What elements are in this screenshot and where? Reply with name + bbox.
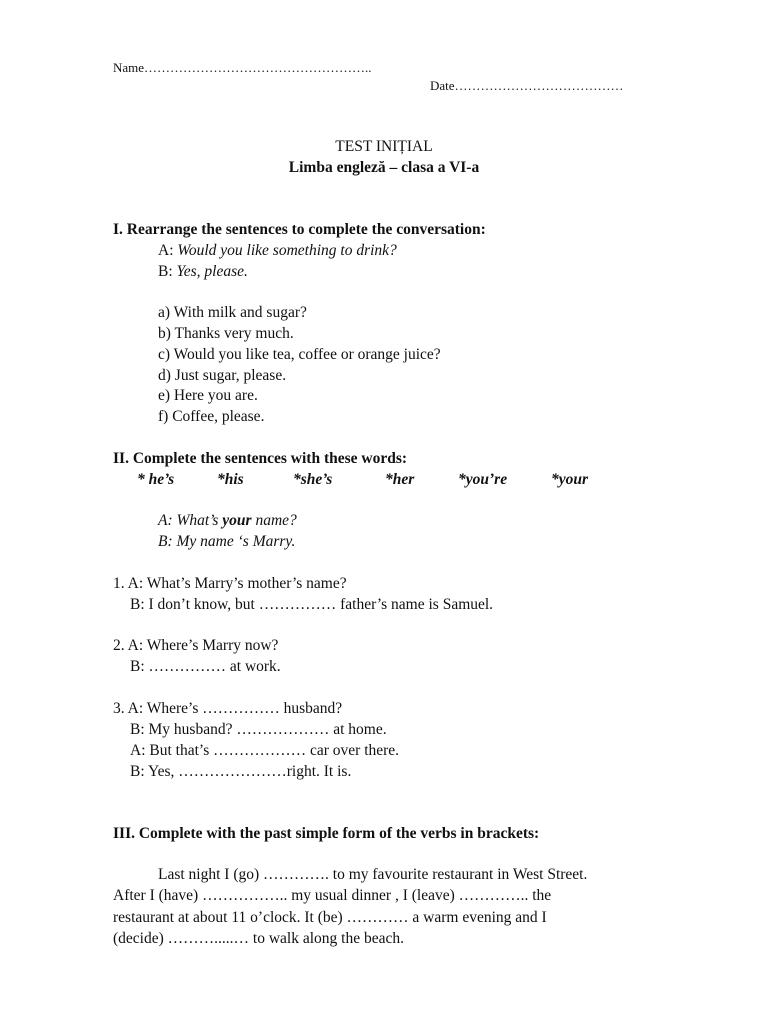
speaker-b-text: Yes, please. <box>176 263 248 280</box>
word-bank-item: *her <box>385 471 415 488</box>
example-question-start: A: What’s <box>158 512 219 529</box>
section3-heading: III. Complete with the past simple form of the verbs in brackets: <box>113 825 540 842</box>
section3-paragraph <box>113 864 658 949</box>
option-f: f) Coffee, please. <box>158 408 265 425</box>
example-answer-word: your <box>222 512 252 529</box>
option-e: e) Here you are. <box>158 387 258 404</box>
word-bank-item: *she’s <box>293 471 333 488</box>
paragraph-line: restaurant at about 11 o’clock. It (be) ………… a warm evening and I <box>113 908 547 926</box>
test-title: TEST INIȚIAL <box>335 138 433 155</box>
date-label: Date <box>430 78 455 93</box>
paragraph-line: (decide) ……….....… to walk along the beach. <box>113 929 404 947</box>
speaker-b-label: B: <box>158 263 173 280</box>
name-field-line <box>113 58 372 78</box>
word-bank-item: *your <box>551 471 589 488</box>
q3-answer-b2: B: Yes, …………………right. It is. <box>130 763 352 780</box>
example-answer: B: My name ‘s Marry. <box>158 533 296 550</box>
section1-heading: I. Rearrange the sentences to complete the conversation: <box>113 221 486 238</box>
q1-answer: B: I don’t know, but …………… father’s name is Samuel. <box>130 596 494 613</box>
speaker-a-label: A: <box>158 242 174 259</box>
date-dots: ………………………………… <box>454 78 624 93</box>
example-question-end: name? <box>255 512 297 529</box>
q2-answer: B: …………… at work. <box>130 658 281 675</box>
test-subtitle: Limba engleză – clasa a VI-a <box>288 159 480 176</box>
q3-question: 3. A: Where’s …………… husband? <box>113 700 343 717</box>
example-question <box>158 511 297 531</box>
name-label: Name <box>113 60 145 75</box>
q3-answer-b: B: My husband? ……………… at home. <box>130 721 387 738</box>
word-bank-item: *you’re <box>458 471 508 488</box>
option-d: d) Just sugar, please. <box>158 367 287 384</box>
q3-answer-a: A: But that’s ……………… car over there. <box>130 742 400 759</box>
paragraph-line: After I (have) …………….. my usual dinner , I (leave) ………….. the <box>113 887 552 905</box>
option-b: b) Thanks very much. <box>158 325 294 342</box>
date-field-line <box>430 76 624 96</box>
option-a: a) With milk and sugar? <box>158 304 307 321</box>
word-bank-item: *his <box>217 471 244 488</box>
paragraph-line: Last night I (go) …………. to my favourite restaurant in West Street. <box>158 866 588 883</box>
word-bank-item: * he’s <box>137 471 175 488</box>
speaker-a-text: Would you like something to drink? <box>177 242 397 259</box>
option-c: c) Would you like tea, coffee or orange juice? <box>158 346 441 363</box>
section1-line-a <box>158 241 397 261</box>
section2-heading: II. Complete the sentences with these words: <box>113 450 408 467</box>
name-dots: …………………………………………….. <box>144 60 372 75</box>
q1-question: 1. A: What’s Marry’s mother’s name? <box>113 575 347 592</box>
q2-question: 2. A: Where’s Marry now? <box>113 637 279 654</box>
section1-line-b <box>158 262 248 282</box>
